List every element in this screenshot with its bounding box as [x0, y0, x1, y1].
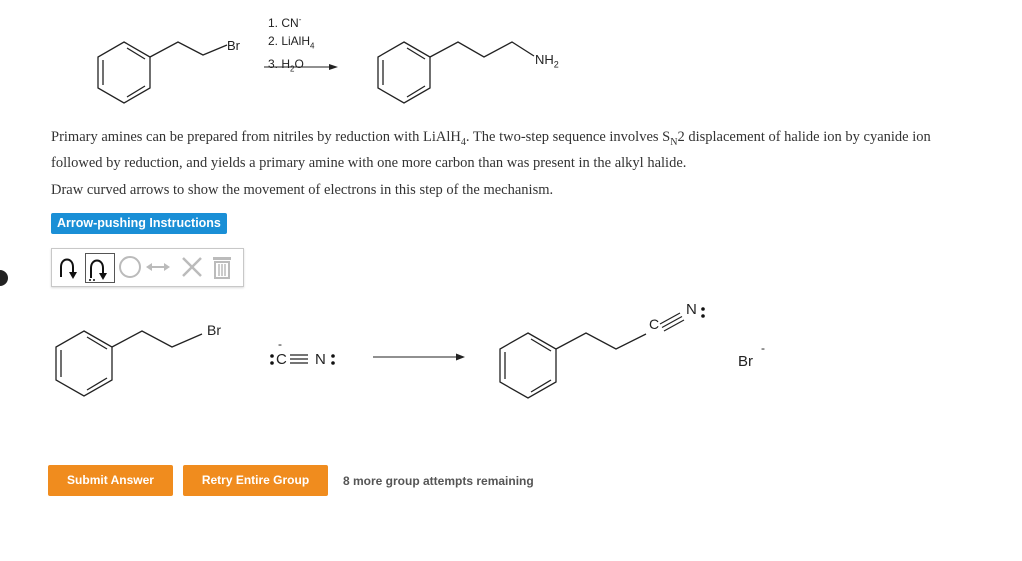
bromide-charge: -: [761, 341, 765, 355]
reagent-3-sub: 2: [290, 64, 295, 74]
cyanide-charge: -: [278, 337, 282, 351]
desc-sub-4: 4: [460, 136, 466, 148]
submit-answer-button[interactable]: Submit Answer: [48, 465, 173, 496]
reagent-2: 2. LiAlH: [268, 34, 311, 48]
mechanism-canvas[interactable]: [0, 290, 1022, 420]
instruction-text: Draw curved arrows to show the movement of electrons in this step of the mechanism.: [51, 182, 554, 198]
mech-reactant-chain: [112, 331, 202, 347]
reactant-chain: [150, 42, 227, 57]
reaction-scheme: [0, 0, 1022, 120]
desc-line-2: followed by reduction, and yields a primary amine with one more carbon than was present in the alkyl halide.: [51, 154, 687, 171]
product-benzene-ring: [378, 42, 430, 103]
description-paragraph: [51, 127, 1011, 174]
reagent-list: [268, 11, 314, 79]
product-nh-sub: 2: [553, 59, 559, 70]
nitrile-c-label: C: [649, 316, 660, 332]
attempts-remaining-text: 8 more group attempts remaining: [343, 474, 534, 488]
curved-arrow-lone-pair-icon[interactable]: [85, 253, 115, 283]
reactant-br-label: Br: [227, 38, 240, 53]
lone-pair-dot: [701, 314, 705, 318]
reagent-3: 3. H: [268, 57, 291, 72]
lone-pair-dot: [270, 361, 274, 365]
cyanide-c-label: [276, 337, 287, 368]
delete-icon[interactable]: [178, 253, 206, 281]
arrow-pushing-instructions-button[interactable]: Arrow-pushing Instructions: [51, 213, 227, 234]
product-nh2-label: [535, 52, 559, 70]
desc-text-2: . The two-step sequence involves S: [465, 129, 671, 145]
product-chain: [430, 42, 534, 57]
lone-pair-dot: [270, 354, 274, 358]
reagent-2-sub: 4: [310, 41, 315, 51]
lone-pair-dot: [331, 354, 335, 358]
nitrile-triple-bond: [660, 313, 684, 331]
lone-pair-dot: [701, 307, 705, 311]
lone-pair-dot: [331, 361, 335, 365]
trash-icon[interactable]: [208, 253, 236, 281]
mech-reactant-benzene: [56, 331, 112, 396]
desc-text-1: Primary amines can be prepared from nitriles by reduction with LiAlH: [51, 129, 461, 145]
reactant-benzene-ring: [98, 42, 150, 103]
resonance-arrow-icon[interactable]: [144, 253, 172, 281]
nitrile-n-label: N: [686, 301, 697, 318]
side-panel-toggle[interactable]: [0, 270, 8, 286]
cyanide-n-label: N: [315, 351, 326, 368]
retry-entire-group-button[interactable]: Retry Entire Group: [183, 465, 328, 496]
bromide-text: Br: [738, 353, 753, 370]
drawing-toolbar: [51, 248, 244, 287]
mech-product-chain: [556, 333, 646, 349]
product-nh-text: NH: [535, 52, 554, 67]
mech-br-label: Br: [207, 322, 221, 338]
reagent-1: 1. CN: [268, 16, 299, 30]
bromide-ion-label: [738, 341, 765, 370]
curved-arrow-icon[interactable]: [56, 253, 84, 281]
reagent-1-charge: -: [298, 15, 302, 24]
desc-sub-n: N: [670, 136, 678, 148]
desc-text-3: 2 displacement of halide ion by cyanide ion: [677, 129, 931, 145]
cyanide-triple-bond: [290, 355, 308, 363]
ring-icon[interactable]: [116, 253, 144, 281]
reagent-3-end: O: [294, 57, 304, 72]
cyanide-c-text: C: [276, 351, 287, 368]
mech-product-benzene: [500, 333, 556, 398]
